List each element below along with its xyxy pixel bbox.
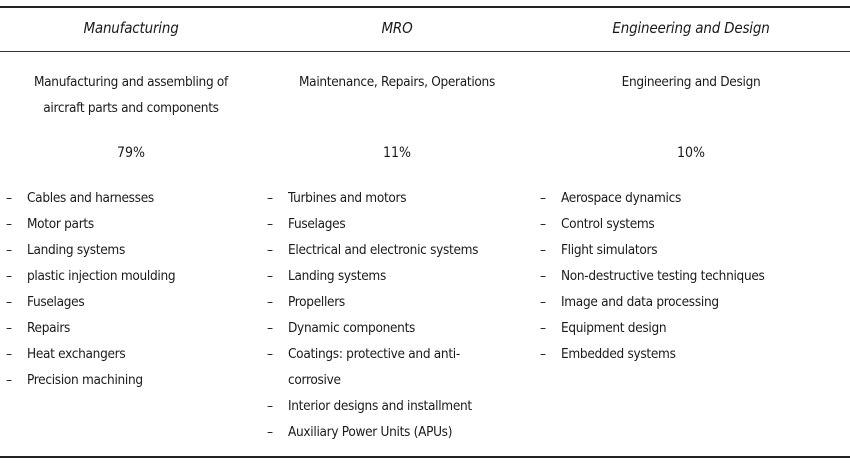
column-description: Manufacturing and assembling of aircraft parts and components <box>33 74 229 116</box>
dash-bullet: – <box>267 268 273 284</box>
list-item-text: Auxiliary Power Units (APUs) <box>288 424 453 440</box>
dash-bullet: – <box>6 320 12 336</box>
list-item-text: Equipment design <box>561 320 667 336</box>
list-item-text: plastic injection moulding <box>27 268 176 284</box>
dash-bullet: – <box>540 242 546 258</box>
column-mro <box>262 0 532 463</box>
dash-bullet: – <box>267 216 273 232</box>
column-percentage: 10% <box>677 145 705 161</box>
list-item <box>267 315 527 341</box>
dash-bullet: – <box>267 424 273 440</box>
list-item-text: Precision machining <box>27 372 143 388</box>
dash-bullet: – <box>540 268 546 284</box>
list-item <box>267 419 527 445</box>
list-item-text: Control systems <box>561 216 655 232</box>
dash-bullet: – <box>540 346 546 362</box>
dash-bullet: – <box>540 320 546 336</box>
dash-bullet: – <box>540 190 546 206</box>
dash-bullet: – <box>6 190 12 206</box>
column-header: Manufacturing <box>83 19 179 37</box>
list-item <box>6 237 256 263</box>
dash-bullet: – <box>6 242 12 258</box>
list-item <box>6 315 256 341</box>
list-item <box>6 211 256 237</box>
dash-bullet: – <box>6 216 12 232</box>
column-header: Engineering and Design <box>612 19 770 37</box>
list-item-text: Propellers <box>288 294 345 310</box>
list-item <box>6 289 256 315</box>
list-item <box>267 263 527 289</box>
list-item <box>540 185 840 211</box>
list-item <box>540 237 840 263</box>
column-description: Maintenance, Repairs, Operations <box>299 74 495 90</box>
dash-bullet: – <box>540 294 546 310</box>
list-item <box>540 263 840 289</box>
list-item-text: Turbines and motors <box>288 190 407 206</box>
column-percentage: 79% <box>117 145 145 161</box>
column-engineering-and-design <box>532 0 850 463</box>
list-item-text: Dynamic components <box>288 320 416 336</box>
dash-bullet: – <box>6 294 12 310</box>
list-item <box>267 393 527 419</box>
list-item-text: Coatings: protective and anti-corrosive <box>288 346 460 388</box>
list-item <box>6 263 256 289</box>
list-item-text: Landing systems <box>27 242 125 258</box>
dash-bullet: – <box>267 320 273 336</box>
list-item-text: Non-destructive testing techniques <box>561 268 765 284</box>
list-item <box>267 211 527 237</box>
list-item <box>6 185 256 211</box>
list-item-text: Interior designs and installment <box>288 398 472 414</box>
dash-bullet: – <box>6 346 12 362</box>
list-item-text: Flight simulators <box>561 242 658 258</box>
column-description: Engineering and Design <box>621 74 761 90</box>
list-item <box>540 315 840 341</box>
list-item <box>267 237 527 263</box>
dash-bullet: – <box>267 294 273 310</box>
list-item-text: Embedded systems <box>561 346 676 362</box>
list-item <box>6 341 256 367</box>
list-item-text: Motor parts <box>27 216 94 232</box>
list-item <box>540 341 840 367</box>
list-item-text: Image and data processing <box>561 294 719 310</box>
dash-bullet: – <box>540 216 546 232</box>
list-item <box>6 367 256 393</box>
item-list <box>267 185 527 445</box>
dash-bullet: – <box>6 268 12 284</box>
list-item <box>540 289 840 315</box>
dash-bullet: – <box>267 398 273 414</box>
list-item-text: Fuselages <box>288 216 346 232</box>
list-item <box>267 341 503 393</box>
column-percentage: 11% <box>383 145 411 161</box>
item-list <box>540 185 840 367</box>
dash-bullet: – <box>267 346 273 362</box>
list-item <box>267 289 527 315</box>
list-item-text: Electrical and electronic systems <box>288 242 479 258</box>
column-manufacturing <box>0 0 262 463</box>
list-item-text: Aerospace dynamics <box>561 190 682 206</box>
dash-bullet: – <box>6 372 12 388</box>
list-item-text: Cables and harnesses <box>27 190 154 206</box>
column-header: MRO <box>381 19 413 37</box>
list-item-text: Repairs <box>27 320 71 336</box>
list-item-text: Fuselages <box>27 294 85 310</box>
list-item-text: Heat exchangers <box>27 346 126 362</box>
list-item <box>540 211 840 237</box>
item-list <box>6 185 256 393</box>
dash-bullet: – <box>267 190 273 206</box>
list-item-text: Landing systems <box>288 268 386 284</box>
dash-bullet: – <box>267 242 273 258</box>
list-item <box>267 185 527 211</box>
